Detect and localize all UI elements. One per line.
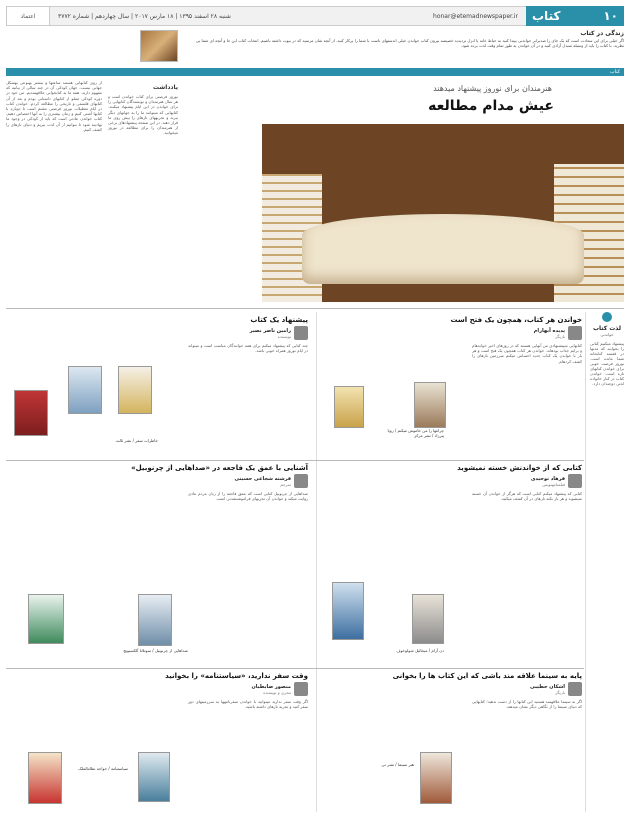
- book-cover: [420, 752, 452, 804]
- book-cover: [414, 382, 446, 428]
- divider: [316, 312, 317, 812]
- article-title: کتابی که از خواندنش خسته نمیشوید: [457, 464, 582, 472]
- article-text: کتابی که پیشنهاد میکنم کتابی است که هرگز از خواندن آن خسته نمیشوید و هر بار نکته تازهای در آن کشف میکنید.: [472, 491, 582, 502]
- note-title: یادداشت: [153, 84, 178, 91]
- book-caption: سیاستنامه / خواجه نظامالملک: [78, 766, 128, 771]
- avatar: [294, 326, 308, 340]
- book-cover: [138, 594, 172, 646]
- article-body: [188, 699, 308, 709]
- open-book: [302, 214, 584, 284]
- author-role: مترجم: [280, 481, 291, 487]
- divider: [6, 308, 624, 309]
- intro-thumbnail-image: [140, 30, 178, 62]
- article-body: [472, 343, 582, 364]
- divider: [585, 312, 586, 812]
- hero-title: عیش مدام مطالعه: [428, 98, 554, 114]
- article-text: کتابهایی میپیشنهادی من آنهایی هستند که در روزهای اخیر خواندهام و برایم جذاب بودهاند. خواندن هر کتاب همچون یک فتح است و هر بار با خواندن یک کتاب جدید احساس میکنم سرزمین تازهای را کشف کردهام.: [472, 343, 582, 364]
- teal-divider: کتاب: [6, 68, 624, 76]
- book-cover: [412, 594, 444, 644]
- book-cover: [28, 752, 62, 804]
- side-column: [6, 80, 102, 308]
- article-title: خواندن هر کتاب، همچون یک فتح است: [450, 316, 582, 324]
- book-caption: هنر سینما / نشر نی: [381, 762, 414, 767]
- author-role: فیلمنامهنویس: [542, 481, 565, 487]
- note-text: نوروز فرصتی برای کتاب خواندن است و هر سال هنرمندان و نویسندگان کتابهایی را برای خواندن در این ایام پیشنهاد میکنند. کتابهایی که میتوانند ما را به جهانهای دیگر ببرند و تجربههای تازهای را پیش روی ما قرار دهند. در این صفحه پیشنهادهای برخی از هنرمندان را برای مطالعه در نوروز میخوانید.: [108, 94, 178, 136]
- author-role: نویسنده: [277, 333, 291, 339]
- book-cover: [138, 752, 170, 802]
- article-text: اگر وقت سفر ندارید میتوانید با خواندن سفرنامهها به سرزمینهای دور سفر کنید و تجربه تازهای داشته باشید.: [188, 699, 308, 710]
- article: [8, 672, 308, 812]
- avatar: [568, 682, 582, 696]
- side-column-text: از روی کتابهایی هستند ساعتها و بیشتر بهنوعی بهشکل جهانی نیست. جهان کودکی آن در چند سالی از بیانیه که مفهوم دارند. همه ما به کتابخوانی علاقهمندیم. من خود در دوره کودکی مملو از کتابهای داستانی بودم و بعد از آن کتابهای فلسفی و تاریخی را مطالعه کردم. خواندن کتاب در ایام تعطیلات نوروز فرصتی مغتنم است تا دوباره با کتابها آشتی کنیم و زمان بیشتری را به آنها اختصاص دهیم. کتاب خواندن عادتی است که باید از کودکی در وجود ما نهادینه شود تا بتوانیم از آن لذت ببریم و دنیای تازهای را کشف کنیم.: [6, 80, 102, 132]
- section-name: کتاب: [532, 9, 561, 23]
- article-title: آشنایی با عمق یک فاجعه در «صداهایی از چرنوبیل»: [131, 464, 308, 472]
- book-cover: [28, 594, 64, 644]
- author-name: اشکان خطیبی: [529, 683, 565, 690]
- article-text: صداهایی از چرنوبیل کتابی است که عمق فاجعه را از زبان مردم عادی روایت میکند و خواندن آن تجربهای فراموشنشدنی است.: [188, 491, 308, 502]
- author-name: فرهاد توحیدی: [530, 475, 565, 482]
- book-caption: خاطرات سفر / نشر ثالث: [115, 438, 158, 443]
- author: [324, 682, 582, 696]
- article: [8, 316, 308, 456]
- article-body: [188, 491, 308, 501]
- book-caption: صداهایی از چرنوبیل / سوتلانا آلکسیویچ: [123, 648, 188, 653]
- section-header: [526, 6, 624, 26]
- author: [8, 326, 308, 340]
- book-cover: [334, 386, 364, 428]
- book-cover: [14, 390, 48, 436]
- author-role: بازیگر: [555, 333, 565, 339]
- newspaper-logo: اعتماد: [6, 6, 50, 26]
- hero-kicker: هنرمندان برای نوروز پیشنهاد میدهند: [433, 84, 552, 93]
- meta-strip: [50, 6, 526, 26]
- author-name: فرشته شجاعی حسینی: [234, 475, 291, 482]
- book-cover: [118, 366, 152, 414]
- avatar: [294, 474, 308, 488]
- book-caption: دن آرام / میخائیل شولوخوف: [396, 648, 444, 653]
- author-role: مجری و نویسنده: [263, 689, 291, 695]
- note-column: [108, 84, 178, 304]
- author-role: بازیگر: [555, 689, 565, 695]
- book-cover: [332, 582, 364, 640]
- author: [8, 682, 308, 696]
- date-line: شنبه ۲۸ اسفند ۱۳۹۵ | ۱۸ مارس ۲۰۱۷ | سال چهاردهم | شماره ۳۷۷۲: [58, 12, 231, 20]
- divider: [6, 460, 584, 461]
- website-link[interactable]: honar@etemadnewspaper.ir: [433, 12, 518, 20]
- side-strip-subtitle: خواندنی: [600, 332, 614, 337]
- article-body: [188, 343, 308, 353]
- intro-title: زندگی در کتاب: [580, 30, 624, 37]
- article-body: [472, 699, 582, 709]
- article: [324, 316, 582, 456]
- author: [324, 326, 582, 340]
- article-body: [472, 491, 582, 501]
- side-strip-title: لذت کتاب: [592, 325, 622, 332]
- side-strip-text: پیشنهاد میکنیم کتابی را بخوانید که مدتها در قفسه کتابخانه شما مانده است. نوروز فرصت خوبی برای خواندن کتابهای تازه است. خواندن کتاب در کنار خانواده لذتی دوچندان دارد.: [590, 341, 624, 386]
- article: [324, 672, 582, 812]
- top-bar: [6, 6, 624, 26]
- author: [324, 474, 582, 488]
- article: [324, 464, 582, 664]
- author-name: منصور ضابطیان: [251, 683, 291, 690]
- article-title: پیشنهاد یک کتاب: [250, 316, 308, 324]
- author-name: پدیده آبهارام: [533, 327, 565, 334]
- book-icon: [602, 312, 612, 322]
- avatar: [568, 474, 582, 488]
- article-title: پایه به سینما علاقه مند باشی که این کتاب ها را بخوانی: [392, 672, 582, 680]
- side-strip: [590, 312, 624, 812]
- article-title: وقت سفر ندارید، «سیاستنامه» را بخوانید: [165, 672, 308, 680]
- avatar: [568, 326, 582, 340]
- article: [8, 464, 308, 664]
- article-text: اگر به سینما علاقهمند هستید این کتابها را از دست ندهید؛ کتابهایی که دنیای سینما را از نگاهی دیگر نشان میدهند.: [472, 699, 582, 710]
- divider: [6, 668, 584, 669]
- page-number: ۱۰: [603, 9, 618, 23]
- hero-books-image: [262, 124, 624, 302]
- author: [8, 474, 308, 488]
- author-name: رامین ناصر نصیر: [249, 327, 291, 334]
- avatar: [294, 682, 308, 696]
- article-text: چند کتابی که پیشنهاد میکنم برای همه خوانندگان مناسب است و میتواند در ایام نوروز همراه خوبی باشد.: [188, 343, 308, 354]
- intro-text: اگر خیلی برای این سعادت است که یک جای را صدبرابر خواندنی بپیدا کنید به حیاط خانه یا انزل تردیدید خصیصه بیرون کتاب خواندن خیلی اندستهای ناست با شما را پرکار کنید. از آنچه شان مرسید که در بیوت داشته باشیم. انتخاب کتاب این جا و آنچه ای شما پی نظرید. با کتاب را باید از وسیله متبدل آزادی کنید و در آن خواندن به طور تمام وقت لذت برده شود.: [195, 38, 624, 48]
- intro-box: [194, 30, 624, 70]
- book-cover: [68, 366, 102, 414]
- book-caption: چراغها را من خاموش میکنم / زویا پیرزاد / نشر مرکز: [387, 428, 444, 438]
